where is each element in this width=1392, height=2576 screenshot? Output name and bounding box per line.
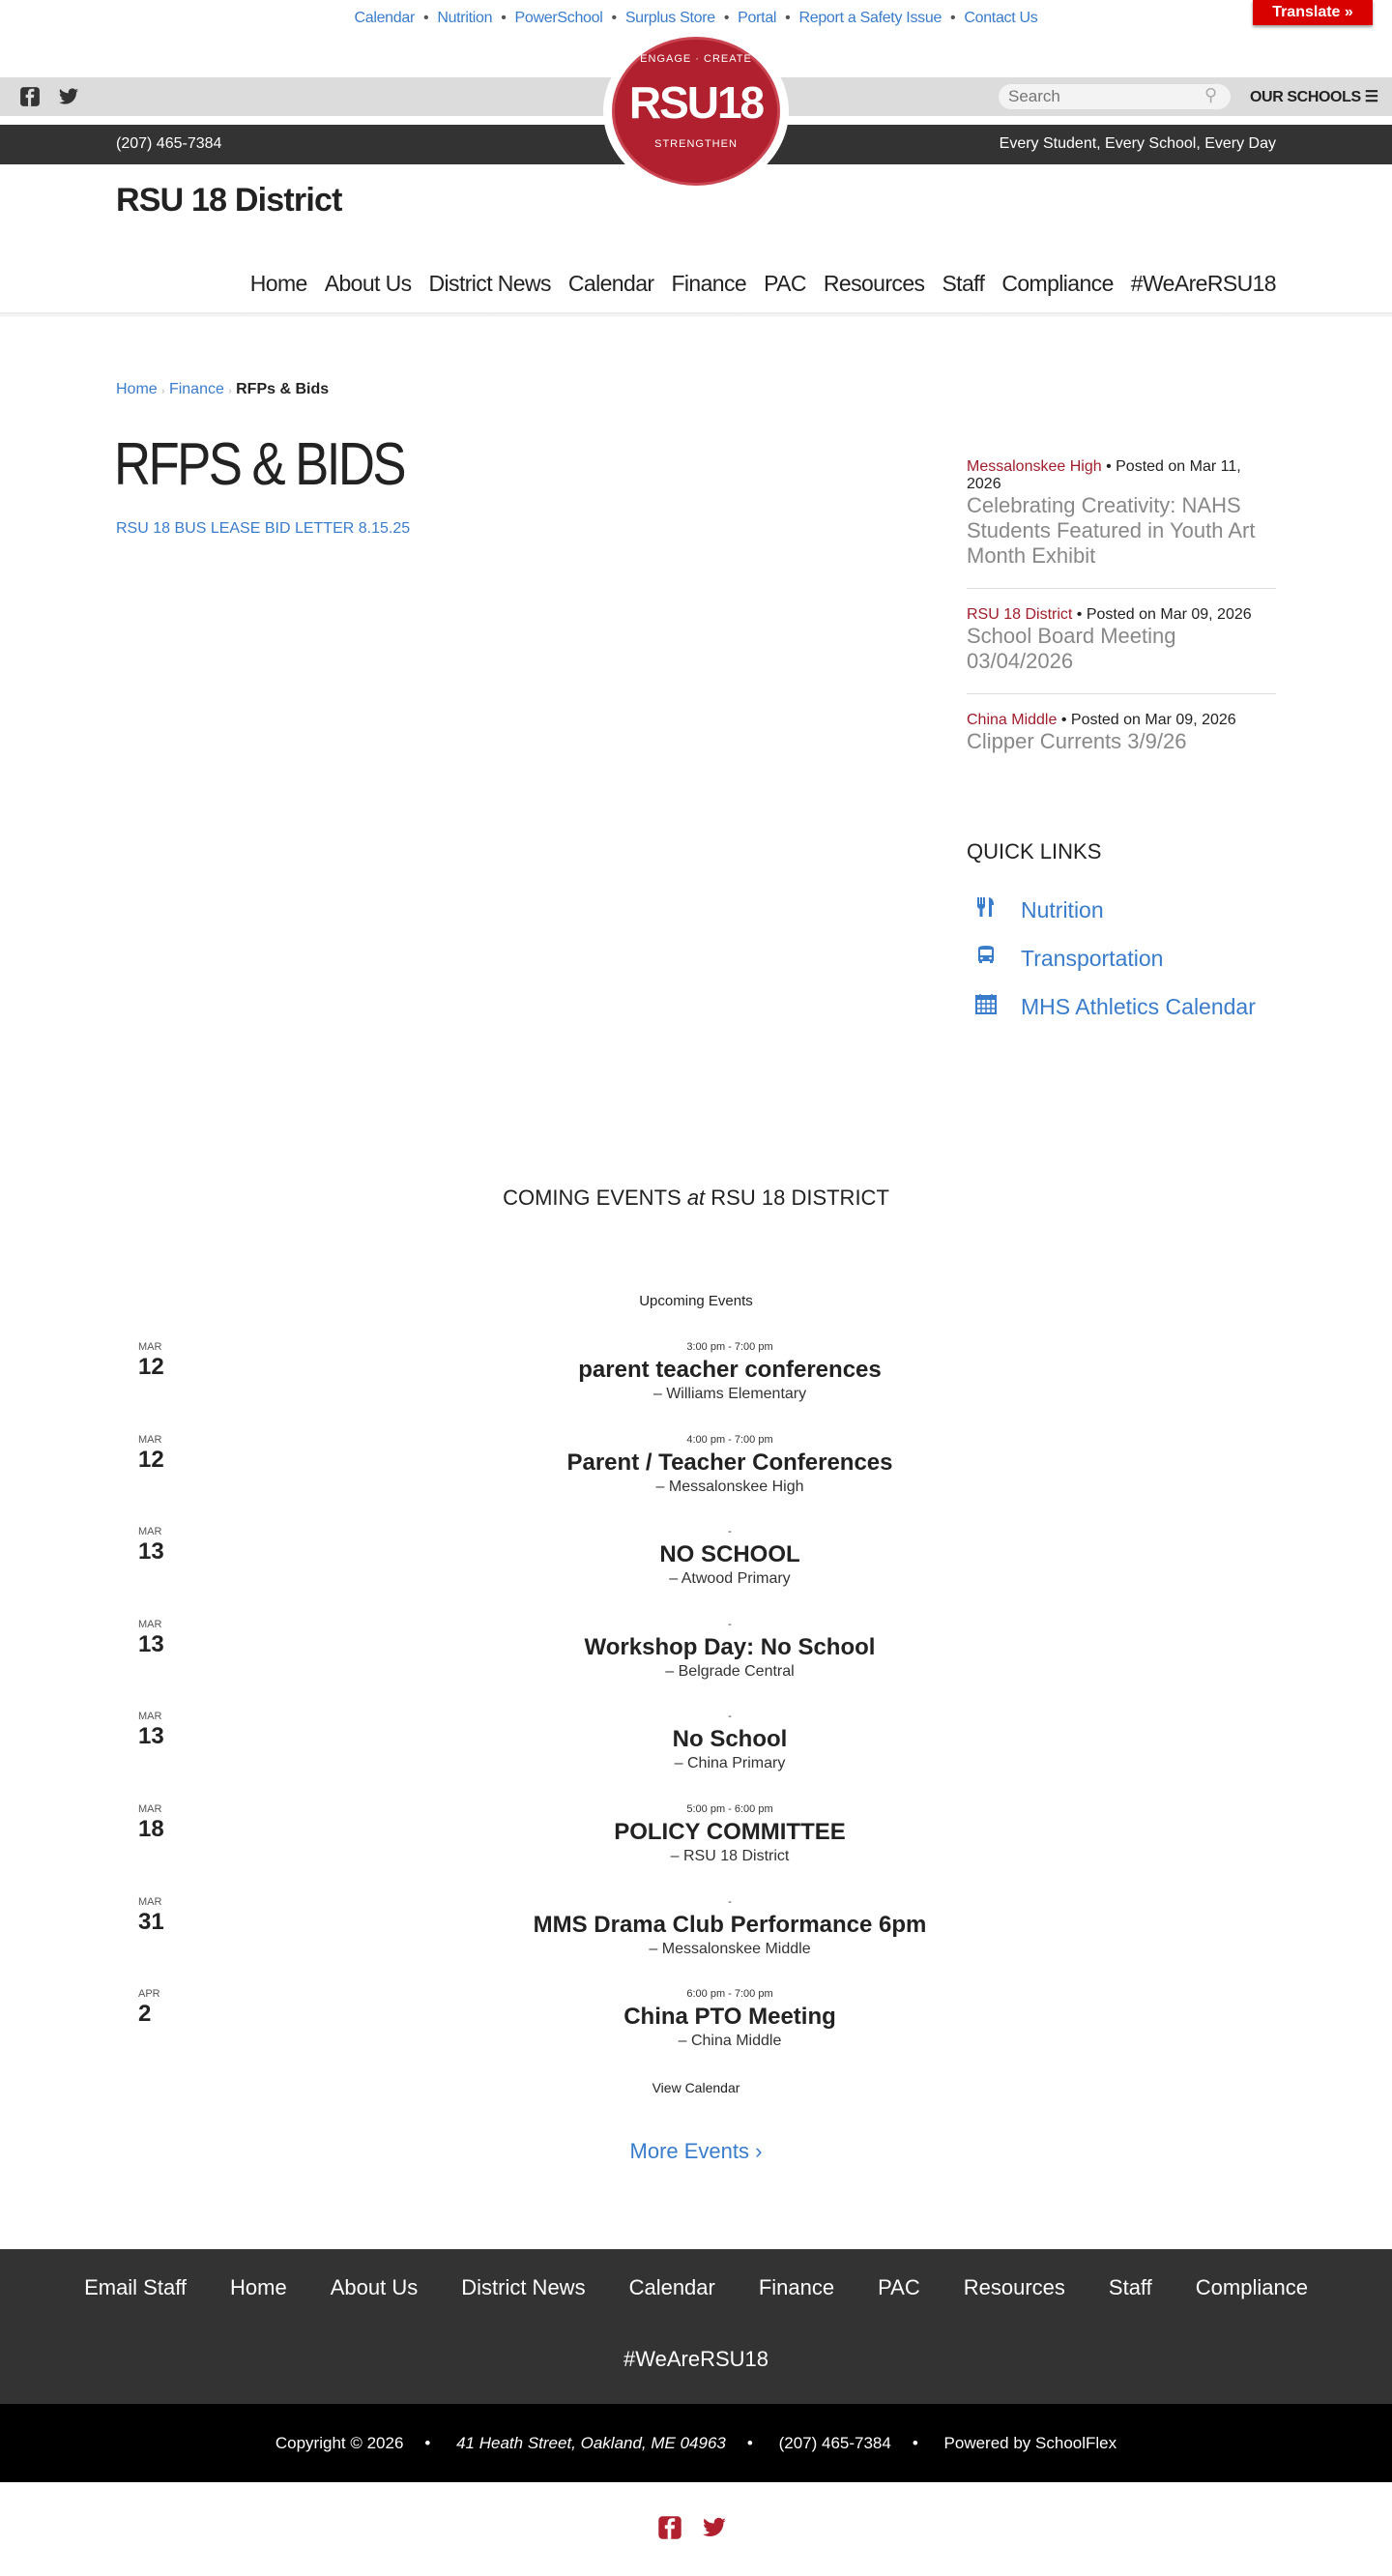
page-title: RFPS & BIDS <box>114 431 404 498</box>
news-post <box>967 458 1276 589</box>
event-month: MAR <box>138 1433 162 1446</box>
nav-item[interactable]: About Us <box>324 271 412 296</box>
event-title[interactable]: China PTO Meeting <box>624 2004 836 2031</box>
utility-link[interactable]: PowerSchool <box>514 10 603 26</box>
upcoming-events-label: Upcoming Events <box>639 1293 753 1309</box>
logo-bottom-text: STRENGTHEN <box>654 138 738 150</box>
event-day: 13 <box>138 1630 164 1657</box>
separator: • <box>785 10 791 26</box>
footer-link[interactable]: Finance <box>758 2275 835 2299</box>
post-source[interactable]: Messalonskee High <box>967 458 1102 475</box>
separator: • <box>723 10 730 26</box>
breadcrumb-home[interactable]: Home <box>116 381 158 397</box>
event-title[interactable]: No School <box>672 1726 788 1753</box>
news-post <box>967 606 1276 694</box>
our-schools-menu[interactable] <box>1250 87 1378 106</box>
event-day: 13 <box>138 1723 164 1750</box>
footer-link-wearersu18[interactable]: #WeAreRSU18 <box>624 2347 768 2371</box>
event-info <box>440 1988 1020 2050</box>
footer-bottom: Copyright © 2026 • 41 Heath Street, Oakland, ME 04963 • (207) 465-7384 • Powered by SchoolFlex <box>0 2404 1392 2482</box>
event-day: 13 <box>138 1538 164 1566</box>
utility-link[interactable]: Report a Safety Issue <box>798 10 942 26</box>
event-month: MAR <box>138 1618 162 1630</box>
copyright: Copyright © 2026 <box>275 2434 404 2452</box>
event-info <box>440 1526 1020 1588</box>
calendar-icon <box>974 992 998 1021</box>
quick-link-label: MHS Athletics Calendar <box>1021 993 1256 1019</box>
event-month: MAR <box>138 1341 162 1353</box>
post-title[interactable]: Celebrating Creativity: NAHS Students Featured in Youth Art Month Exhibit <box>967 493 1256 568</box>
twitter-icon[interactable] <box>702 2514 727 2546</box>
separator: • <box>950 10 956 26</box>
event-info <box>440 1896 1020 1958</box>
heading-part: at <box>686 1186 706 1210</box>
event-item <box>0 1526 1392 1618</box>
separator: • <box>423 10 429 26</box>
quick-link-nutrition[interactable] <box>974 895 1104 924</box>
utility-link[interactable]: Calendar <box>354 10 415 26</box>
event-info <box>440 1711 1020 1772</box>
post-date: Posted on Mar 09, 2026 <box>1070 712 1236 728</box>
footer-link[interactable]: District News <box>461 2275 586 2299</box>
event-time: 3:00 pm - 7:00 pm <box>686 1341 773 1353</box>
event-month: MAR <box>138 1711 162 1723</box>
view-calendar-link[interactable]: View Calendar <box>652 2080 740 2095</box>
document-link[interactable]: RSU 18 BUS LEASE BID LETTER 8.15.25 <box>116 520 411 537</box>
more-events-link[interactable] <box>0 2139 1392 2164</box>
nav-item[interactable]: District News <box>428 271 551 296</box>
post-sep: • <box>1072 606 1087 623</box>
event-item <box>0 1619 1392 1711</box>
facebook-icon[interactable] <box>657 2514 682 2546</box>
event-item <box>0 1803 1392 1895</box>
news-post <box>967 712 1276 774</box>
event-item <box>0 1434 1392 1526</box>
site-title[interactable]: RSU 18 District <box>116 182 342 219</box>
event-location: – Messalonskee High <box>655 1478 804 1495</box>
main-nav <box>250 271 1276 297</box>
footer-links <box>0 2275 1392 2300</box>
breadcrumb-current: RFPs & Bids <box>236 381 330 397</box>
footer-link[interactable]: Resources <box>963 2275 1065 2299</box>
quick-link-athletics-calendar[interactable] <box>974 992 1256 1021</box>
event-title[interactable]: POLICY COMMITTEE <box>614 1819 846 1845</box>
separator: • <box>611 10 617 26</box>
event-time: - <box>728 1895 732 1908</box>
post-date: Posted on Mar 11, 2026 <box>967 458 1241 492</box>
event-info <box>440 1619 1020 1681</box>
event-title[interactable]: Parent / Teacher Conferences <box>566 1449 893 1476</box>
event-info <box>440 1803 1020 1865</box>
footer-nav <box>0 2249 1392 2404</box>
event-info <box>440 1434 1020 1496</box>
nav-item[interactable]: Home <box>249 271 307 296</box>
nav-item[interactable]: Compliance <box>1001 271 1114 296</box>
quick-link-label: Transportation <box>1021 945 1164 971</box>
utility-nav <box>0 10 1392 27</box>
footer-link[interactable]: Staff <box>1108 2275 1152 2299</box>
event-location: – Williams Elementary <box>652 1386 807 1402</box>
footer-social <box>657 2514 727 2546</box>
event-title[interactable]: NO SCHOOL <box>659 1541 800 1568</box>
event-day: 18 <box>138 1816 164 1842</box>
event-location: – Messalonskee Middle <box>649 1940 811 1957</box>
event-time: - <box>728 1711 732 1723</box>
twitter-icon[interactable] <box>58 86 79 112</box>
footer-link[interactable]: Calendar <box>628 2275 715 2299</box>
post-source[interactable]: China Middle <box>967 712 1058 728</box>
event-day: 12 <box>138 1446 164 1473</box>
event-title[interactable]: Workshop Day: No School <box>584 1633 876 1660</box>
event-location: – China Primary <box>674 1755 786 1772</box>
utility-link[interactable]: Portal <box>738 10 777 26</box>
event-day: 31 <box>138 1908 164 1935</box>
event-title[interactable]: MMS Drama Club Performance 6pm <box>533 1911 927 1938</box>
district-logo[interactable] <box>603 29 789 193</box>
footer-link[interactable]: Home <box>230 2275 287 2299</box>
address: 41 Heath Street, Oakland, ME 04963 <box>456 2434 726 2452</box>
post-sep: • <box>1101 458 1116 475</box>
post-title[interactable]: Clipper Currents 3/9/26 <box>967 729 1187 753</box>
event-title[interactable]: parent teacher conferences <box>578 1357 882 1383</box>
nav-item[interactable]: Finance <box>671 271 747 296</box>
coming-events-heading <box>0 1186 1392 1211</box>
logo-text: RSU18 <box>628 77 764 128</box>
hamburger-icon: ☰ <box>1364 89 1378 105</box>
footer-link[interactable]: PAC <box>878 2275 920 2299</box>
footer-link[interactable]: Email Staff <box>84 2275 188 2299</box>
powered-by[interactable]: Powered by SchoolFlex <box>943 2434 1117 2452</box>
search-icon[interactable]: ⚲ <box>1204 85 1218 104</box>
event-item <box>0 1341 1392 1433</box>
breadcrumb: Home › Finance › RFPs & Bids <box>116 381 330 397</box>
event-time: 4:00 pm - 7:00 pm <box>686 1433 773 1446</box>
tagline: Every Student, Every School, Every Day <box>999 135 1276 152</box>
event-month: MAR <box>138 1526 162 1538</box>
header-divider <box>0 312 1392 318</box>
utility-link[interactable]: Contact Us <box>964 10 1038 26</box>
nav-item[interactable]: #WeAreRSU18 <box>1130 271 1276 296</box>
heading-part: COMING EVENTS <box>503 1186 682 1210</box>
chevron-right-icon: › <box>755 2139 763 2163</box>
quick-link-label: Nutrition <box>1021 896 1104 922</box>
event-info <box>440 1341 1020 1403</box>
quick-links-heading: QUICK LINKS <box>967 839 1102 864</box>
quick-link-transportation[interactable] <box>974 944 1163 973</box>
event-item <box>0 1896 1392 1988</box>
news-sidebar <box>967 458 1276 791</box>
breadcrumb-finance[interactable]: Finance <box>168 381 224 397</box>
event-location: – Belgrade Central <box>665 1662 795 1680</box>
event-location: – RSU 18 District <box>670 1848 790 1864</box>
event-day: 2 <box>138 2001 152 2028</box>
footer-link[interactable]: Compliance <box>1195 2275 1308 2299</box>
logo-top-text: ENGAGE · CREATE <box>640 53 752 65</box>
event-location: – China Middle <box>678 2033 782 2050</box>
translate-button[interactable]: Translate » <box>1253 0 1373 25</box>
post-title[interactable]: School Board Meeting 03/04/2026 <box>967 624 1176 673</box>
event-month: APR <box>138 1988 160 2001</box>
event-time: - <box>728 1526 732 1538</box>
event-month: MAR <box>138 1803 162 1815</box>
event-day: 12 <box>138 1354 164 1380</box>
post-source[interactable]: RSU 18 District <box>967 606 1073 623</box>
heading-part: RSU 18 DISTRICT <box>710 1186 889 1210</box>
search-input[interactable] <box>999 84 1231 109</box>
event-item <box>0 1988 1392 2080</box>
footer-phone: (207) 465-7384 <box>778 2434 891 2452</box>
event-time: - <box>728 1618 732 1630</box>
event-time: 5:00 pm - 6:00 pm <box>686 1803 773 1815</box>
nav-item[interactable]: Staff <box>942 271 985 296</box>
separator: • <box>501 10 507 26</box>
utensils-icon <box>974 895 998 924</box>
more-events-label: More Events <box>629 2139 750 2163</box>
footer-link[interactable]: About Us <box>330 2275 419 2299</box>
event-item <box>0 1711 1392 1802</box>
utility-link[interactable]: Surplus Store <box>624 10 715 26</box>
post-sep: • <box>1057 712 1071 728</box>
nav-item[interactable]: Calendar <box>567 271 654 296</box>
bus-icon <box>974 944 998 973</box>
post-date: Posted on Mar 09, 2026 <box>1086 606 1252 623</box>
phone-number: (207) 465-7384 <box>116 135 222 152</box>
nav-item[interactable]: PAC <box>764 271 806 296</box>
our-schools-label: OUR SCHOOLS <box>1250 89 1361 105</box>
event-month: MAR <box>138 1895 162 1908</box>
event-time: 6:00 pm - 7:00 pm <box>686 1988 773 2001</box>
nav-item[interactable]: Resources <box>823 271 925 296</box>
utility-link[interactable]: Nutrition <box>437 10 493 26</box>
event-location: – Atwood Primary <box>669 1570 791 1588</box>
facebook-icon[interactable] <box>19 86 41 112</box>
